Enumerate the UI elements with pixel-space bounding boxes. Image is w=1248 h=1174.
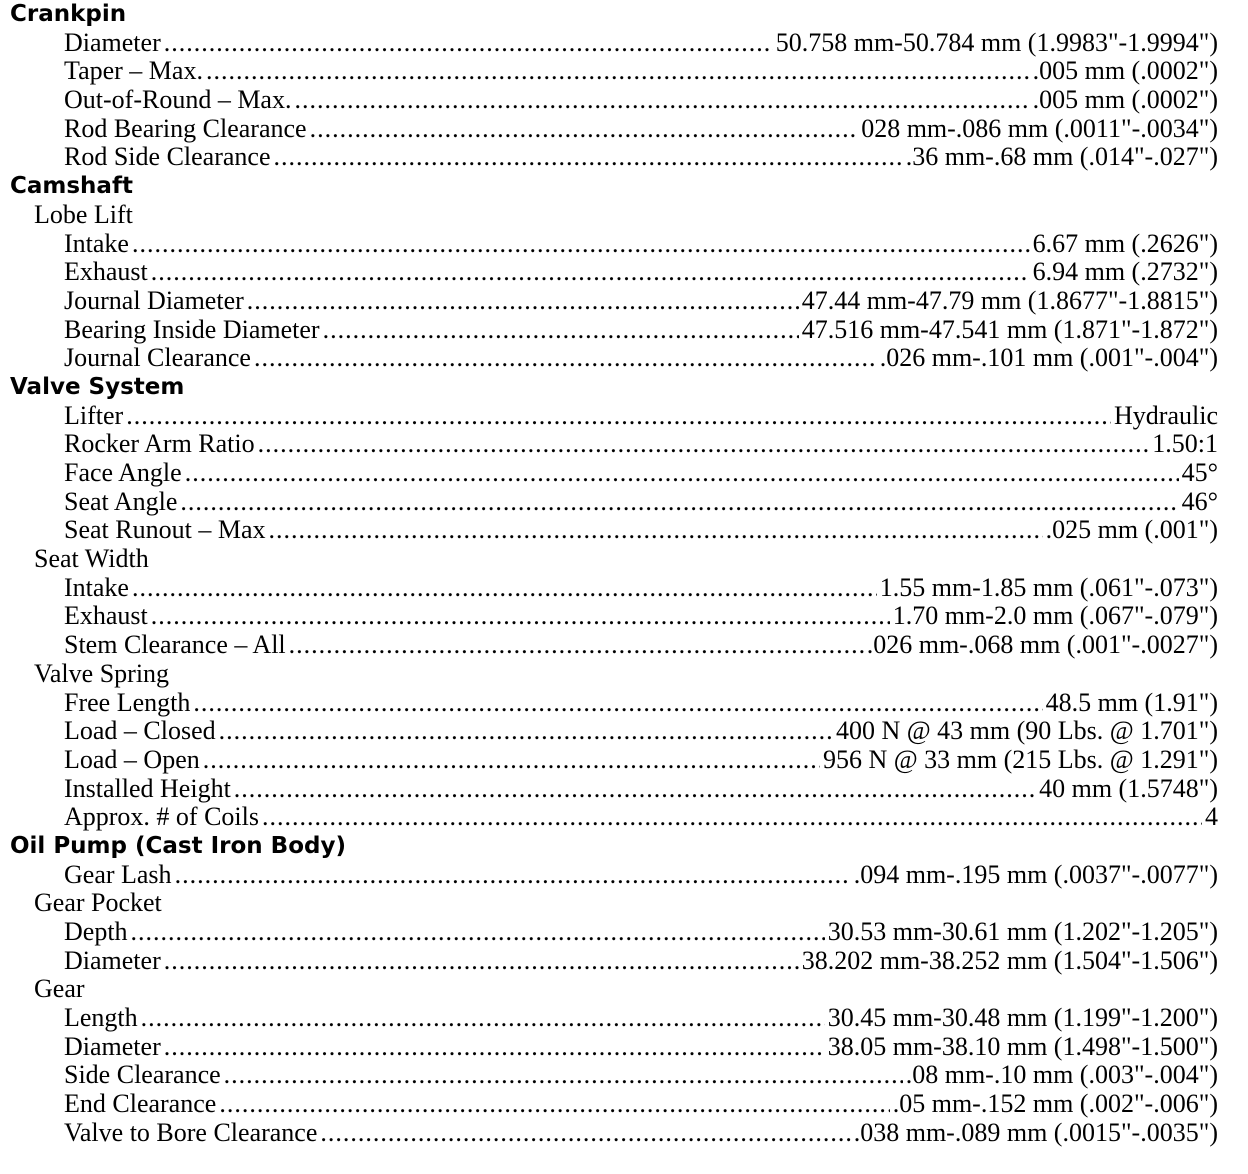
spec-row <box>10 402 1218 431</box>
spec-row <box>10 29 1218 58</box>
spec-row <box>10 918 1218 947</box>
spec-label: Depth <box>64 918 128 946</box>
subsection-heading-gear-pocket <box>10 889 1218 918</box>
spec-value: 46° <box>1181 487 1218 516</box>
spec-label: Installed Height <box>64 774 231 803</box>
spec-label: Face Angle <box>64 459 182 487</box>
spec-row <box>10 947 1218 976</box>
spec-value: .026 mm-.068 mm (.001"-.0027") <box>866 631 1218 660</box>
dot-leader <box>247 287 799 316</box>
spec-row <box>10 631 1218 660</box>
dot-leader <box>132 574 877 603</box>
spec-value: .08 mm-.10 mm (.003"-.004") <box>905 1061 1218 1090</box>
spec-label: Gear Lash <box>64 860 172 889</box>
dot-leader <box>320 1119 850 1148</box>
spec-label: Diameter <box>64 1032 161 1061</box>
dot-leader <box>203 746 820 775</box>
spec-row <box>10 115 1218 144</box>
dot-leader <box>164 947 799 976</box>
subsection-heading-gear <box>10 975 1218 1004</box>
spec-value: 30.45 mm-30.48 mm (1.199"-1.200") <box>827 1004 1218 1033</box>
spec-label: Rocker Arm Ratio <box>64 430 255 459</box>
spec-row <box>10 803 1218 832</box>
spec-row <box>10 574 1218 603</box>
section-title: Crankpin <box>10 1 127 27</box>
spec-row <box>10 430 1218 459</box>
spec-row <box>10 1004 1218 1033</box>
dot-leader <box>132 230 1030 259</box>
subsection-title: Gear <box>34 975 85 1004</box>
section-heading-camshaft <box>10 172 1218 201</box>
spec-label: Load – Open <box>64 745 200 774</box>
dot-leader <box>274 143 903 172</box>
dot-leader <box>262 803 1202 832</box>
spec-value: 38.202 mm-38.252 mm (1.504"-1.506") <box>801 946 1218 975</box>
dot-leader <box>234 775 1036 804</box>
spec-label: Seat Runout – Max <box>64 516 266 545</box>
spec-value: 47.44 mm-47.79 mm (1.8677"-1.8815") <box>801 286 1218 315</box>
spec-label: Journal Clearance <box>64 344 251 373</box>
dot-leader <box>126 402 1111 431</box>
spec-row <box>10 1061 1218 1090</box>
spec-row <box>10 775 1218 804</box>
spec-row <box>10 488 1218 517</box>
spec-label: Exhaust <box>64 258 148 287</box>
dot-leader <box>164 1033 825 1062</box>
spec-label: End Clearance <box>64 1090 217 1119</box>
spec-label: Diameter <box>64 28 161 57</box>
spec-row <box>10 459 1218 488</box>
section-heading-oil-pump <box>10 832 1218 861</box>
dot-leader <box>141 1004 825 1033</box>
spec-label: Approx. # of Coils <box>64 803 259 832</box>
spec-label: Journal Diameter <box>64 286 244 315</box>
spec-row <box>10 1033 1218 1062</box>
spec-label: Exhaust <box>64 602 148 631</box>
spec-value: .026 mm-.101 mm (.001"-.004") <box>879 344 1218 373</box>
spec-value: 38.05 mm-38.10 mm (1.498"-1.500") <box>827 1032 1218 1061</box>
spec-label: Taper – Max. <box>64 57 203 86</box>
spec-row <box>10 316 1218 345</box>
spec-value: 47.516 mm-47.541 mm (1.871"-1.872") <box>801 315 1218 344</box>
spec-row <box>10 861 1218 890</box>
spec-label: Seat Angle <box>64 487 178 516</box>
section-title: Valve System <box>10 373 185 400</box>
spec-value: 1.70 mm-2.0 mm (.067"-.079") <box>892 602 1218 631</box>
spec-row <box>10 344 1218 373</box>
spec-label: Stem Clearance – All <box>64 631 286 660</box>
spec-row <box>10 689 1218 718</box>
spec-row <box>10 143 1218 172</box>
spec-label: Valve to Bore Clearance <box>64 1118 318 1147</box>
spec-row <box>10 230 1218 259</box>
spec-value: .025 mm (.001") <box>1045 516 1218 545</box>
subsection-heading-lobe-lift <box>10 201 1218 230</box>
spec-label: Side Clearance <box>64 1061 221 1090</box>
spec-label: Intake <box>64 573 129 602</box>
section-title: Camshaft <box>10 173 133 200</box>
spec-label: Rod Side Clearance <box>64 143 271 172</box>
spec-row <box>10 258 1218 287</box>
dot-leader <box>206 57 1030 86</box>
dot-leader <box>151 602 890 631</box>
spec-value: 400 N @ 43 mm (90 Lbs. @ 1.701") <box>835 717 1218 746</box>
spec-label: Free Length <box>64 688 191 717</box>
spec-value: 6.94 mm (.2732") <box>1032 258 1218 287</box>
dot-leader <box>310 115 859 144</box>
spec-value: Hydraulic <box>1114 401 1218 430</box>
dot-leader <box>131 918 825 947</box>
spec-row <box>10 717 1218 746</box>
spec-value: .005 mm (.0002") <box>1032 86 1218 115</box>
dot-leader <box>323 316 799 345</box>
spec-row <box>10 1119 1218 1148</box>
spec-row <box>10 86 1218 115</box>
spec-row <box>10 57 1218 86</box>
subsection-heading-seat-width <box>10 545 1218 574</box>
dot-leader <box>254 344 877 373</box>
subsection-title: Gear Pocket <box>34 889 162 918</box>
spec-value: 1.55 mm-1.85 mm (.061"-.073") <box>879 573 1218 602</box>
spec-label: Rod Bearing Clearance <box>64 114 307 143</box>
spec-value: 50.758 mm-50.784 mm (1.9983"-1.9994") <box>775 28 1218 57</box>
dot-leader <box>193 689 1042 718</box>
subsection-heading-valve-spring <box>10 660 1218 689</box>
dot-leader <box>175 861 851 890</box>
subsection-title: Valve Spring <box>34 659 170 688</box>
dot-leader <box>219 717 833 746</box>
spec-value: .038 mm-.089 mm (.0015"-.0035") <box>853 1118 1218 1147</box>
spec-value: 30.53 mm-30.61 mm (1.202"-1.205") <box>827 918 1218 946</box>
section-heading-valve-system <box>10 373 1218 402</box>
spec-value: 1.50:1 <box>1152 430 1218 459</box>
spec-value: 4 <box>1205 803 1218 832</box>
spec-row <box>10 1090 1218 1119</box>
dot-leader <box>289 631 864 660</box>
dot-leader <box>185 459 1179 488</box>
spec-row <box>10 602 1218 631</box>
section-title: Oil Pump (Cast Iron Body) <box>10 832 346 859</box>
spec-row <box>10 516 1218 545</box>
spec-value: .005 mm (.0002") <box>1032 57 1218 86</box>
spec-row <box>10 287 1218 316</box>
spec-value: .094 mm-.195 mm (.0037"-.0077") <box>853 860 1218 889</box>
subsection-title: Lobe Lift <box>34 200 133 229</box>
dot-leader <box>219 1090 889 1119</box>
spec-value: 45° <box>1181 459 1218 487</box>
dot-leader <box>180 488 1178 517</box>
spec-row <box>10 746 1218 775</box>
dot-leader <box>164 29 773 58</box>
spec-value: 48.5 mm (1.91") <box>1045 688 1218 717</box>
spec-value: .05 mm-.152 mm (.002"-.006") <box>892 1090 1218 1119</box>
dot-leader <box>224 1061 903 1090</box>
spec-label: Bearing Inside Diameter <box>64 315 320 344</box>
spec-label: Length <box>64 1004 138 1033</box>
dot-leader <box>258 430 1150 459</box>
dot-leader <box>269 516 1043 545</box>
section-heading-crankpin <box>10 0 1218 29</box>
dot-leader <box>294 86 1029 115</box>
spec-label: Load – Closed <box>64 717 216 746</box>
subsection-title: Seat Width <box>34 545 149 574</box>
spec-value: 028 mm-.086 mm (.0011"-.0034") <box>861 114 1218 143</box>
spec-label: Diameter <box>64 946 161 975</box>
spec-label: Out-of-Round – Max. <box>64 86 292 115</box>
spec-value: .36 mm-.68 mm (.014"-.027") <box>905 143 1218 172</box>
spec-value: 956 N @ 33 mm (215 Lbs. @ 1.291") <box>822 745 1218 774</box>
spec-label: Lifter <box>64 401 124 430</box>
dot-leader <box>151 258 1030 287</box>
spec-label: Intake <box>64 229 129 258</box>
spec-value: 40 mm (1.5748") <box>1039 774 1218 803</box>
spec-value: 6.67 mm (.2626") <box>1032 229 1218 258</box>
